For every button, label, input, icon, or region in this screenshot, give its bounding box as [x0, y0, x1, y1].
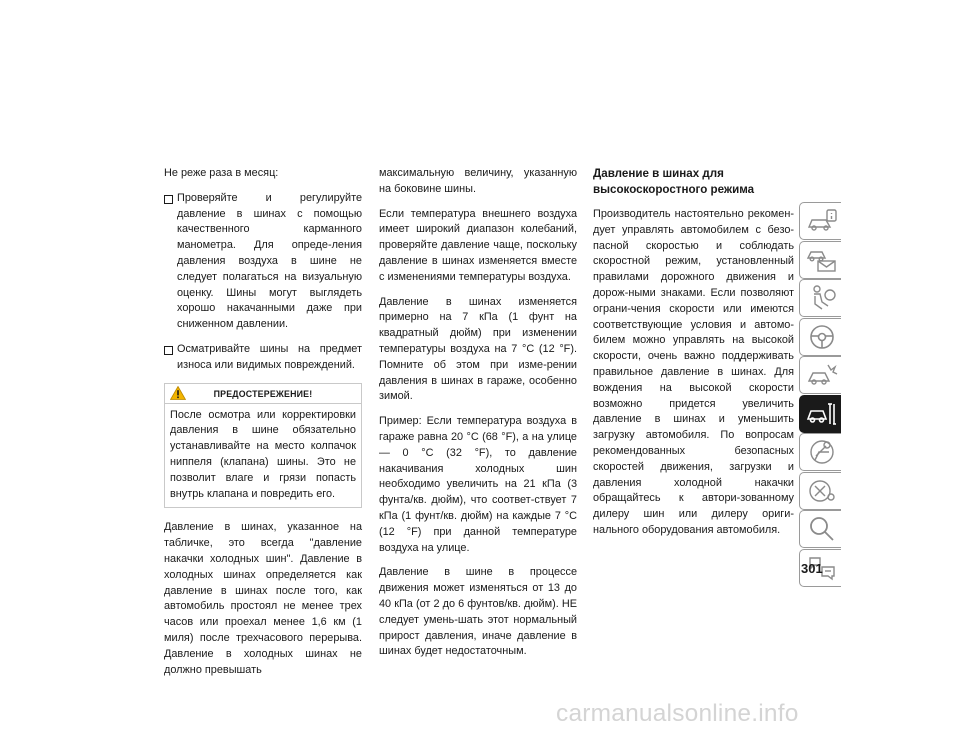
chapter-tab-car-tools[interactable]: [799, 395, 841, 433]
warning-text: После осмотра или корректировки давления в шине обязательно устанавливайте на место колпачок ниппеля (клапана) шины. Это не позволит влаге и грязи попасть внутрь клапана и повредить его.: [170, 408, 356, 500]
car-tools-icon: [806, 400, 838, 428]
heading-line: Давление в шинах для: [593, 167, 724, 180]
column-middle: [379, 166, 577, 660]
chapter-tab-search[interactable]: [799, 510, 841, 548]
bullet-text: Осматривайте шины на предмет износа или видимых повреждений.: [177, 342, 362, 371]
steering-wheel-icon: [806, 323, 838, 351]
chapter-tab-steering[interactable]: [799, 318, 841, 356]
wrench-car-icon: [806, 438, 838, 466]
checkbox-bullet-icon: [164, 195, 173, 204]
chapter-tab-wrench-car[interactable]: [799, 433, 841, 471]
car-mail-icon: [806, 246, 838, 274]
chapter-tab-car-mail[interactable]: [799, 241, 841, 279]
warning-box: [164, 383, 362, 509]
chapter-tab-tools-circle[interactable]: [799, 472, 841, 510]
paragraph: Пример: Если температура воздуха в гараже равна 20 °C (68 °F), а на улице — 0 °C (32 °F), то давление накачивания холодных шин необходимо увеличить на 21 кПа (3 фунта/кв. дюйм), что соответ-ствует 7 кПа (1 фунт/кв. дюйм) на каждые 7 °C (12 °F) при данной температуре воздуха на улице.: [379, 415, 577, 554]
watermark-text: carmanualsonline.info: [556, 700, 799, 727]
intro-text: Не реже раза в месяц:: [164, 167, 279, 179]
chapter-tab-airbag[interactable]: [799, 279, 841, 317]
chapter-tab-car-crash[interactable]: [799, 356, 841, 394]
checkbox-bullet-icon: [164, 346, 173, 355]
warning-header: [165, 384, 361, 404]
bullet-text: Проверяйте и регулируйте давление в шинах с помощью качественного карманного манометра. Для опреде-ления давления воздуха в шине не следует полагаться на визуальную оценку. Шины могут выглядеть хорошо накачанными даже при сниженном давлении.: [177, 191, 362, 331]
car-crash-icon: [806, 361, 838, 389]
magnifier-icon: [806, 515, 838, 543]
column-left: [164, 166, 362, 678]
bullet-item: [164, 191, 362, 333]
chapter-tab-car-info[interactable]: [799, 202, 841, 240]
section-heading: [593, 166, 794, 198]
paragraph: Давление в шинах, указанное на табличке, это всегда "давление накачки холодных шин". Давление в холодных шинах определяется как давление в шинах после того, как автомобиль простоял не менее трех часов или проехал менее 1,6 км (1 миля) после трехчасового перерыва. Давление в холодных шинах не должно превышать: [164, 521, 362, 676]
paragraph: Давление в шине в процессе движения может изменяться от 13 до 40 кПа (от 2 до 6 фунтов/кв. дюйм). НЕ следует умень-шать этот нормальный прирост давления, иначе давление в шинах будет недостаточным.: [379, 566, 577, 658]
airbag-person-icon: [806, 284, 838, 312]
paragraph: Давление в шинах изменяется примерно на 7 кПа (1 фунт на квадратный дюйм) при изменении температуры воздуха на 7 °C (12 °F). Помните об этом при изме-рении давления в шинах в гараже, особенно зимой.: [379, 295, 577, 403]
page-number: 301: [801, 561, 823, 576]
paragraph: Если температура внешнего воздуха имеет широкий диапазон колебаний, проверяйте давление чаще, поскольку давление в шинах изменяется вместе с изменениями температуры воздуха.: [379, 207, 577, 283]
paragraph: Производитель настоятельно рекомен-дует управлять автомобилем с безо-пасной скоростью и соблюдать скоростной режим, установленный правилами дорожного движения и дорож-ными знаками. Если позволяют ограни-чения скорости или имеются соответствующие условия и автомо-билем можно управлять на высокой скорости, очень важно поддерживать правильное давление в шинах. Для вождения на высокой скорости возможно придется увеличить давление в шинах и уменьшить загрузку автомобиля. По вопросам рекомендованных безопасных скоростей движения, загрузки и давления холодной накачки обращайтесь к автори-зованному дилеру шин или дилеру ориги-нального оборудования автомобиля.: [593, 208, 794, 536]
bullet-item: [164, 342, 362, 374]
paragraph: максимальную величину, указанную на боковине шины.: [379, 167, 577, 195]
warning-title: ПРЕДОСТЕРЕЖЕНИЕ!: [213, 388, 313, 399]
chapter-tabs: [799, 202, 841, 587]
column-right: [593, 166, 794, 539]
car-info-icon: [806, 207, 838, 235]
heading-line: высокоскоростного режима: [593, 183, 755, 196]
tools-circle-icon: [806, 477, 838, 505]
